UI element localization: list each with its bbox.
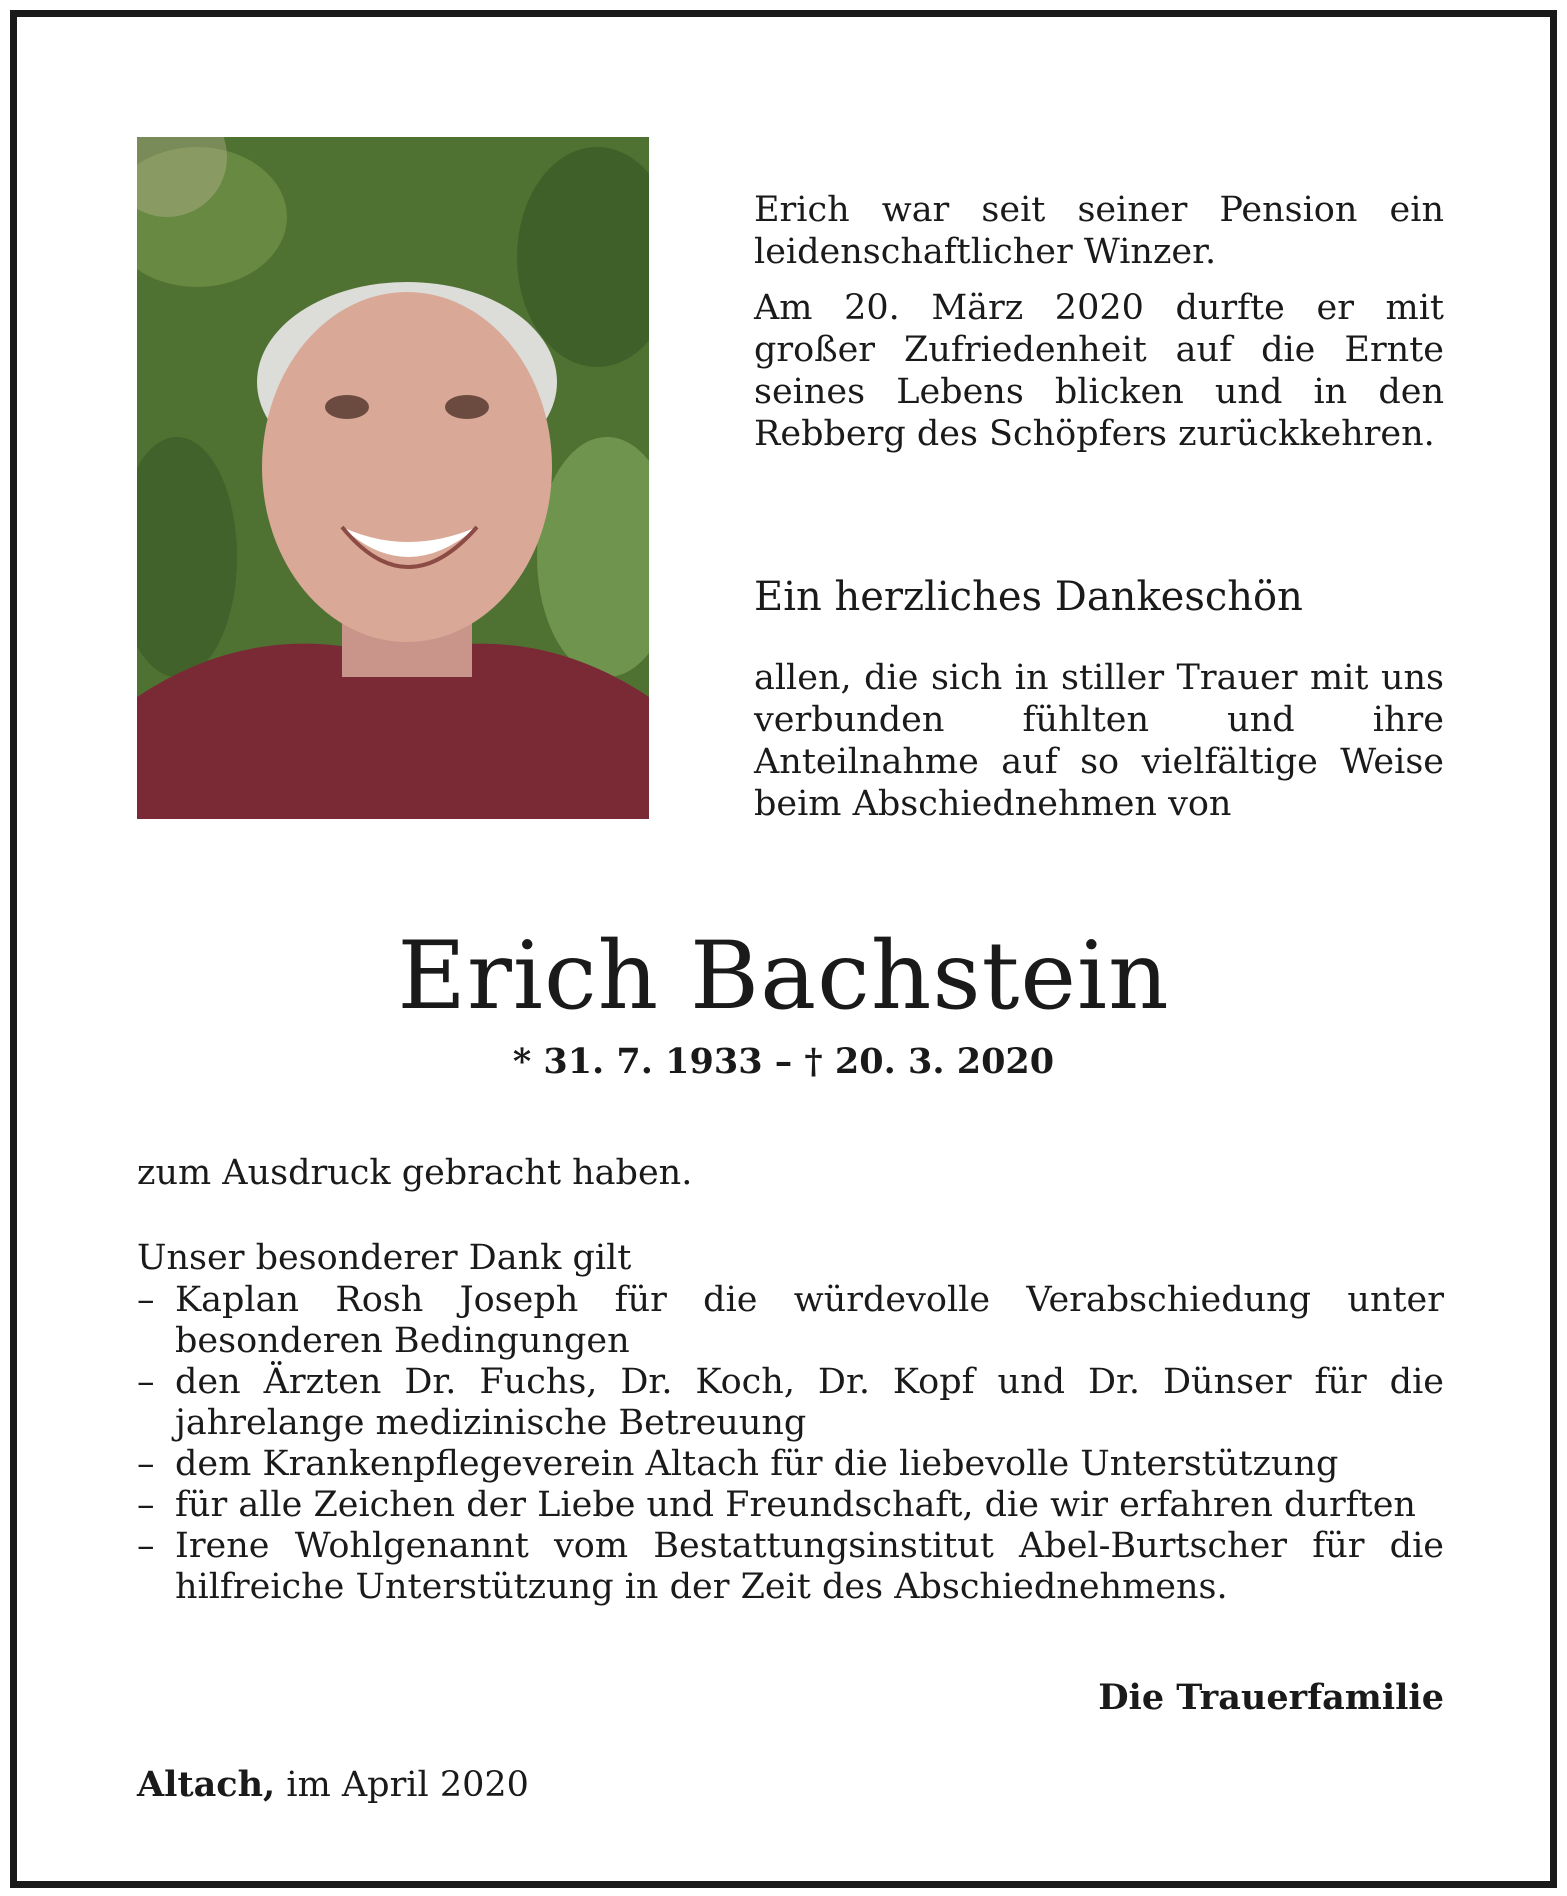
place: Altach, bbox=[137, 1764, 276, 1805]
thanks-text: allen, die sich in stiller Trauer mit uns verbunden fühlten und ihre Anteilnahme auf so vielfältige Weise beim Abschiednehmen von bbox=[754, 658, 1444, 824]
list-item-text: dem Krankenpflegeverein Altach für die liebevolle Unterstützung bbox=[175, 1444, 1339, 1484]
dash-bullet: – bbox=[137, 1444, 155, 1484]
list-item bbox=[137, 1485, 1444, 1526]
intro-paragraph-2: Am 20. März 2020 durfte er mit großer Zufriedenheit auf die Ernte seines Lebens blicken und in den Rebberg des Schöpfers zurückkehren. bbox=[754, 288, 1444, 454]
list-item bbox=[137, 1280, 1444, 1362]
portrait-photo bbox=[137, 137, 649, 819]
dank-intro: Unser besonderer Dank gilt bbox=[137, 1238, 632, 1278]
dash-bullet: – bbox=[137, 1280, 155, 1320]
portrait-illustration bbox=[137, 137, 649, 819]
date: im April 2020 bbox=[286, 1765, 529, 1805]
obituary-frame bbox=[10, 10, 1557, 1888]
signature: Die Trauerfamilie bbox=[1098, 1677, 1444, 1718]
deceased-name: Erich Bachstein bbox=[397, 922, 1170, 1031]
intro-text bbox=[754, 189, 1444, 455]
list-item bbox=[137, 1444, 1444, 1485]
obituary-content bbox=[17, 17, 1550, 1881]
list-item-text: Kaplan Rosh Joseph für die würdevolle Verabschiedung unter besonderen Bedingungen bbox=[175, 1280, 1444, 1361]
list-item-text: Irene Wohlgenannt vom Bestattungsinstitut Abel-Burtscher für die hilfreiche Unterstützung in der Zeit des Abschiednehmens. bbox=[175, 1526, 1444, 1607]
intro-paragraph-1: Erich war seit seiner Pension ein leidenschaftlicher Winzer. bbox=[754, 190, 1444, 272]
thanks-list bbox=[137, 1280, 1444, 1608]
thanks-heading: Ein herzliches Dankeschön bbox=[754, 574, 1303, 620]
dash-bullet: – bbox=[137, 1485, 155, 1525]
list-item-text: für alle Zeichen der Liebe und Freundschaft, die wir erfahren durften bbox=[175, 1485, 1416, 1525]
dash-bullet: – bbox=[137, 1526, 155, 1566]
list-item bbox=[137, 1362, 1444, 1444]
place-date bbox=[137, 1764, 529, 1806]
list-item bbox=[137, 1526, 1444, 1608]
ausdruck-text: zum Ausdruck gebracht haben. bbox=[137, 1153, 693, 1193]
list-item-text: den Ärzten Dr. Fuchs, Dr. Koch, Dr. Kopf und Dr. Dünser für die jahrelange medizinische Betreuung bbox=[175, 1362, 1444, 1443]
life-dates: * 31. 7. 1933 – † 20. 3. 2020 bbox=[512, 1041, 1055, 1082]
dash-bullet: – bbox=[137, 1362, 155, 1402]
